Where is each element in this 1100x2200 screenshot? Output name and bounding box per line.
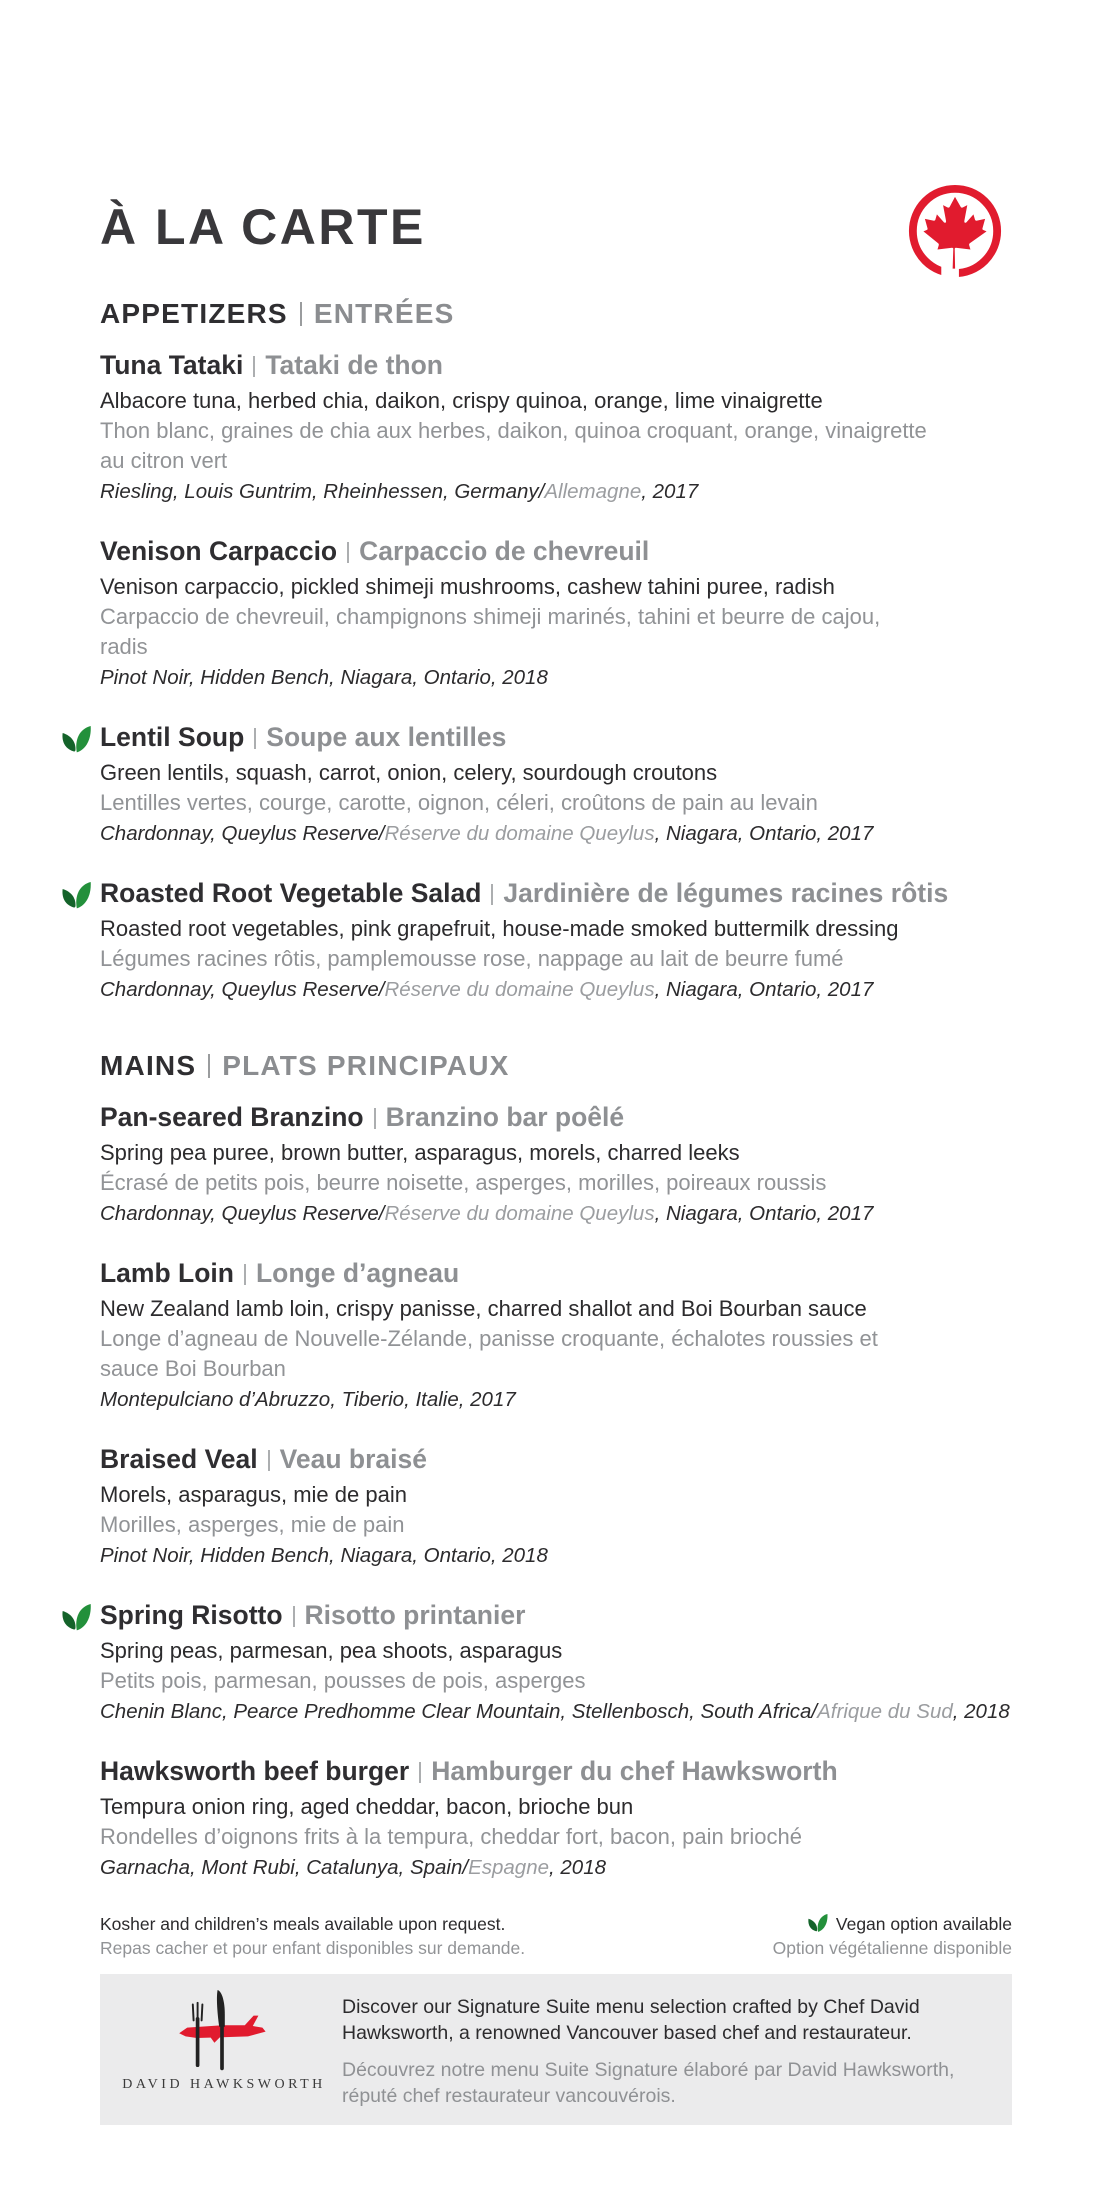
- item-title-en: Lamb Loin: [100, 1258, 234, 1288]
- page-title: À LA CARTE: [100, 199, 426, 255]
- david-hawksworth-logo: [122, 1986, 326, 2109]
- section-header-en: APPETIZERS: [100, 298, 288, 329]
- item-description-en: Tempura onion ring, aged cheddar, bacon, brioche bun: [100, 1794, 634, 1819]
- menu-item: [100, 350, 1012, 506]
- item-title: [100, 1258, 1012, 1289]
- item-title: [100, 1756, 1012, 1787]
- chef-promo-fr: Découvrez notre menu Suite Signature élaboré par David Hawksworth, réputé chef restaurateur vancouvérois.: [342, 2059, 955, 2107]
- menu-item: [100, 1444, 1012, 1570]
- wine-text-segment: Pinot Noir, Hidden Bench, Niagara, Ontario, 2018: [100, 666, 548, 689]
- kosher-note-en: Kosher and children’s meals available upon request.: [100, 1914, 506, 1934]
- item-title: [100, 1600, 1012, 1631]
- menu-item: [100, 722, 1012, 848]
- separator-bar: [419, 1762, 421, 1783]
- wine-text-segment: Montepulciano d’Abruzzo, Tiberio, Italie, 2017: [100, 1388, 516, 1411]
- menu-content: [100, 198, 1012, 2125]
- item-wine-pairing: [100, 975, 1012, 1004]
- separator-bar: [374, 1108, 376, 1129]
- item-title-fr: Branzino bar poêlé: [385, 1102, 625, 1132]
- wine-text-segment: Afrique du Sud: [817, 1700, 953, 1723]
- kosher-note: [100, 1912, 525, 1960]
- vegan-note: [773, 1912, 1012, 1960]
- menu-sections: [100, 298, 1012, 1882]
- wine-text-segment: Chenin Blanc, Pearce Predhomme Clear Mountain, Stellenbosch, South Africa/: [100, 1700, 818, 1723]
- wine-text-segment: Réserve du domaine Queylus: [384, 822, 655, 845]
- wine-text-segment: Réserve du domaine Queylus: [384, 1202, 655, 1225]
- wine-text-segment: Chardonnay, Queylus Reserve/: [100, 978, 385, 1001]
- item-description-en: Morels, asparagus, mie de pain: [100, 1482, 407, 1507]
- vegan-leaf-icon: [59, 723, 93, 754]
- section-header-en: MAINS: [100, 1050, 197, 1081]
- wine-text-segment: Espagne: [468, 1856, 550, 1879]
- wine-text-segment: , 2018: [952, 1700, 1010, 1723]
- item-title-fr: Longe d’agneau: [255, 1258, 460, 1288]
- item-title-en: Spring Risotto: [100, 1600, 283, 1630]
- item-wine-pairing: [100, 477, 1012, 506]
- item-title-fr: Hamburger du chef Hawksworth: [431, 1756, 838, 1786]
- item-title-fr: Carpaccio de chevreuil: [359, 536, 650, 566]
- item-title-fr: Risotto printanier: [304, 1600, 526, 1630]
- item-title: [100, 350, 1012, 381]
- wine-text-segment: Chardonnay, Queylus Reserve/: [100, 1202, 385, 1225]
- item-title: [100, 878, 1012, 909]
- wine-text-segment: Chardonnay, Queylus Reserve/: [100, 822, 385, 845]
- section-header-fr: ENTRÉES: [313, 298, 455, 329]
- menu-item: [100, 1102, 1012, 1228]
- item-title-fr: Veau braisé: [279, 1444, 427, 1474]
- menu-item: [100, 1258, 1012, 1414]
- item-title-en: Braised Veal: [100, 1444, 258, 1474]
- item-title-fr: Soupe aux lentilles: [266, 722, 507, 752]
- item-wine-pairing: [100, 1385, 1012, 1414]
- wine-text-segment: Réserve du domaine Queylus: [384, 978, 655, 1001]
- wine-text-segment: Pinot Noir, Hidden Bench, Niagara, Ontario, 2018: [100, 1544, 548, 1567]
- chef-promo-en: Discover our Signature Suite menu selection crafted by Chef David Hawksworth, a renowned Vancouver based chef and restaurateur.: [342, 1996, 920, 2044]
- wine-text-segment: , Niagara, Ontario, 2017: [654, 822, 874, 845]
- menu-item: [100, 1756, 1012, 1882]
- wine-text-segment: Garnacha, Mont Rubi, Catalunya, Spain/: [100, 1856, 469, 1879]
- chef-promo-box: [100, 1974, 1012, 2125]
- section-header: [100, 1050, 1012, 1082]
- item-description-fr: Longe d’agneau de Nouvelle-Zélande, panisse croquante, échalotes roussies et sauce Boi Bourban: [100, 1326, 878, 1381]
- vegan-note-en: Vegan option available: [835, 1914, 1012, 1934]
- separator-bar: [244, 1264, 246, 1285]
- separator-bar: [300, 302, 302, 326]
- section-header: [100, 298, 1012, 330]
- item-description-en: Spring pea puree, brown butter, asparagus, morels, charred leeks: [100, 1140, 740, 1165]
- wine-text-segment: , 2018: [549, 1856, 607, 1879]
- item-description-en: Albacore tuna, herbed chia, daikon, crispy quinoa, orange, lime vinaigrette: [100, 388, 823, 413]
- item-description-fr: Lentilles vertes, courge, carotte, oignon, céleri, croûtons de pain au levain: [100, 790, 818, 815]
- vegan-leaf-icon: [806, 1912, 829, 1933]
- item-wine-pairing: [100, 1697, 1012, 1726]
- item-title-en: Lentil Soup: [100, 722, 245, 752]
- kosher-note-fr: Repas cacher et pour enfant disponibles sur demande.: [100, 1938, 526, 1958]
- item-wine-pairing: [100, 663, 1012, 692]
- item-title-en: Roasted Root Vegetable Salad: [100, 878, 482, 908]
- item-title: [100, 722, 1012, 753]
- item-title: [100, 536, 1012, 567]
- item-title: [100, 1102, 1012, 1133]
- separator-bar: [254, 728, 256, 749]
- item-title-en: Venison Carpaccio: [100, 536, 338, 566]
- wine-text-segment: , Niagara, Ontario, 2017: [654, 1202, 874, 1225]
- wine-text-segment: , Niagara, Ontario, 2017: [654, 978, 874, 1001]
- item-title-en: Tuna Tataki: [100, 350, 244, 380]
- item-description-fr: Thon blanc, graines de chia aux herbes, daikon, quinoa croquant, orange, vinaigrette au citron vert: [100, 418, 927, 473]
- menu-item: [100, 536, 1012, 692]
- item-title-en: Hawksworth beef burger: [100, 1756, 410, 1786]
- item-description-en: Venison carpaccio, pickled shimeji mushrooms, cashew tahini puree, radish: [100, 574, 835, 599]
- menu-item: [100, 1600, 1012, 1726]
- item-wine-pairing: [100, 819, 1012, 848]
- separator-bar: [268, 1450, 270, 1471]
- wine-text-segment: Allemagne: [544, 480, 642, 503]
- item-description-en: Spring peas, parmesan, pea shoots, asparagus: [100, 1638, 563, 1663]
- item-description-fr: Carpaccio de chevreuil, champignons shimeji marinés, tahini et beurre de cajou, radis: [100, 604, 881, 659]
- menu-section: [100, 298, 1012, 1004]
- section-header-fr: PLATS PRINCIPAUX: [222, 1050, 510, 1081]
- separator-bar: [253, 356, 255, 377]
- wine-text-segment: Riesling, Louis Guntrim, Rheinhessen, Germany/: [100, 480, 545, 503]
- vegan-leaf-icon: [806, 1912, 829, 1933]
- item-description-fr: Écrasé de petits pois, beurre noisette, asperges, morilles, poireaux roussis: [100, 1170, 827, 1195]
- item-description-fr: Rondelles d’oignons frits à la tempura, cheddar fort, bacon, pain brioché: [100, 1824, 802, 1849]
- menu-item: [100, 878, 1012, 1004]
- vegan-leaf-icon: [59, 879, 93, 910]
- item-description-en: Green lentils, squash, carrot, onion, celery, sourdough croutons: [100, 760, 718, 785]
- chef-promo-text: [322, 1986, 988, 2109]
- footer-notes: [100, 1912, 1012, 1960]
- vegan-leaf-icon: [59, 1601, 93, 1632]
- item-description-en: Roasted root vegetables, pink grapefruit, house-made smoked buttermilk dressing: [100, 916, 899, 941]
- item-title-fr: Tataki de thon: [265, 350, 443, 380]
- item-description-fr: Légumes racines rôtis, pamplemousse rose, nappage au lait de beurre fumé: [100, 946, 844, 971]
- item-description-en: New Zealand lamb loin, crispy panisse, charred shallot and Boi Bourban sauce: [100, 1296, 867, 1321]
- item-title-en: Pan-seared Branzino: [100, 1102, 364, 1132]
- vegan-leaf-badge: [59, 723, 93, 754]
- separator-bar: [208, 1054, 210, 1078]
- separator-bar: [491, 884, 493, 905]
- item-description-fr: Morilles, asperges, mie de pain: [100, 1512, 405, 1537]
- david-hawksworth-wordmark: DAVID HAWKSWORTH: [122, 2077, 326, 2092]
- item-wine-pairing: [100, 1199, 1012, 1228]
- vegan-leaf-badge: [59, 879, 93, 910]
- separator-bar: [293, 1606, 295, 1627]
- fork-knife-airplane-icon: [176, 1988, 272, 2072]
- item-description-fr: Petits pois, parmesan, pousses de pois, asperges: [100, 1668, 586, 1693]
- wine-text-segment: , 2017: [641, 480, 699, 503]
- item-title-fr: Jardinière de légumes racines rôtis: [503, 878, 949, 908]
- vegan-note-en-row: [773, 1912, 1012, 1936]
- vegan-note-fr: Option végétalienne disponible: [772, 1938, 1012, 1958]
- item-wine-pairing: [100, 1541, 1012, 1570]
- vegan-leaf-badge: [59, 1601, 93, 1632]
- separator-bar: [347, 542, 349, 563]
- item-wine-pairing: [100, 1853, 1012, 1882]
- item-title: [100, 1444, 1012, 1475]
- menu-section: [100, 1050, 1012, 1882]
